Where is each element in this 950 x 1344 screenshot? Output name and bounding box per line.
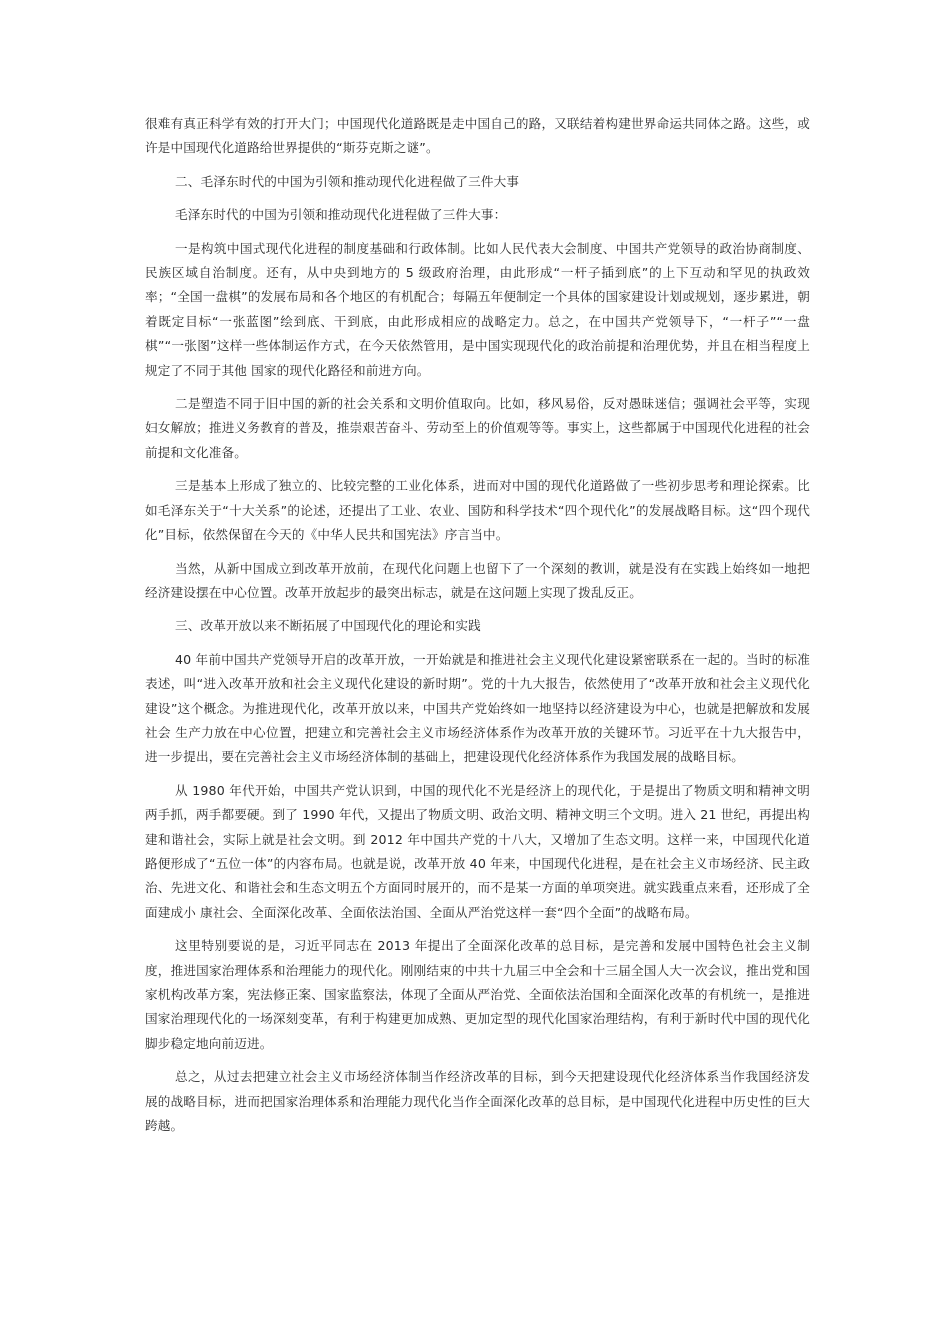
paragraph-intro-continuation: 很难有真正科学有效的打开大门；中国现代化道路既是走中国自己的路，又联结着构建世界命运共同体之路。这些，或许是中国现代化道路给世界提供的“斯芬克斯之谜”。	[145, 116, 810, 156]
document-body	[145, 112, 810, 1147]
paragraph-section-two-lead: 毛泽东时代的中国为引领和推动现代化进程做了三件大事：	[175, 207, 507, 223]
section-heading-three: 三、改革开放以来不断拓展了中国现代化的理论和实践	[175, 618, 481, 634]
paragraph-governance: 这里特别要说的是，习近平同志在 2013 年提出了全面深化改革的总目标，是完善和发展中国特色社会主义制度，推进国家治理体系和治理能力的现代化。刚刚结束的中共十九届三中全会和十三届全国人大一次会议，推出党和国家机构改革方案，宪法修正案、国家监察法，体现了全面从严治党、全面依法治国和全面深化改革的有机统一，是推进国家治理现代化的一场深刻变革，有利于构建更加成熟、更加定型的现代化国家治理结构，有利于新时代中国的现代化脚步稳定地向前迈进。	[145, 938, 810, 1051]
paragraph-first-thing: 一是构筑中国式现代化进程的制度基础和行政体制。比如人民代表大会制度、中国共产党领导的政治协商制度、 民族区域自治制度。还有，从中央到地方的 5 级政府治理，由此形成“一杆子插到底”的上下互动和罕见的执政效率；“全国一盘棋”的发展布局和各个地区的有机配合；每隔五年便制定一个具体的国家建设计划或规划，逐步累进，朝着既定目标“一张蓝图”绘到底、干到底，由此形成相应的战略定力。总之，在中国共产党领导下，“一杆子”“一盘棋”“一张图”这样一些体制运作方式，在今天依然管用，是中国实现现代化的政治前提和治理优势，并且在相当程度上规定了不同于其他 国家的现代化路径和前进方向。	[145, 240, 810, 378]
paragraph-second-thing: 二是塑造不同于旧中国的新的社会关系和文明价值取向。比如，移风易俗，反对愚昧迷信；强调社会平等，实现 妇女解放；推进义务教育的普及，推崇艰苦奋斗、劳动至上的价值观等等。事实上，这些都属于中国现代化进程的社会 前提和文化准备。	[145, 396, 810, 460]
paragraph-lesson: 当然，从新中国成立到改革开放前，在现代化问题上也留下了一个深刻的教训，就是没有在实践上始终如一地把经济建设摆在中心位置。改革开放起步的最突出标志，就是在这问题上实现了拨乱反正。	[145, 560, 810, 600]
section-heading-two: 二、毛泽东时代的中国为引领和推动现代化进程做了三件大事	[175, 173, 520, 189]
paragraph-five-in-one: 从 1980 年代开始，中国共产党认识到，中国的现代化不光是经济上的现代化，于是提出了物质文明和精神文明两手抓，两手都要硬。到了 1990 年代，又提出了物质文明、政治文明、精神文明三个文明。进入 21 世纪，再提出构建和谐社会，实际上就是社会文明。到 2012 年中国共产党的十八大，又增加了生态文明。这样一来，中国现代化道路便形成了“五位一体”的内容布局。也就是说，改革开放 40 年来，中国现代化进程，是在社会主义市场经济、民主政治、先进文化、和谐社会和生态文明五个方面同时展开的，而不是某一方面的单项突进。就实践重点来看，还形成了全面建成小 康社会、全面深化改革、全面依法治国、全面从严治党这样一套“四个全面”的战略布局。	[145, 782, 810, 920]
paragraph-reform-opening: 40 年前中国共产党领导开启的改革开放，一开始就是和推进社会主义现代化建设紧密联系在一起的。当时的标准 表述，叫“进入改革开放和社会主义现代化建设的新时期”。党的十九大报告，依然使用了“改革开放和社会主义现代化建设”这个概念。为推进现代化，改革开放以来，中国共产党始终如一地坚持以经济建设为中心，也就是把解放和发展社会 生产力放在中心位置，把建立和完善社会主义市场经济体系作为改革开放的关键环节。习近平在十九大报告中，进一步提出，要在完善社会主义市场经济体制的基础上，把建设现代化经济体系作为我国发展的战略目标。	[145, 651, 810, 765]
paragraph-third-thing: 三是基本上形成了独立的、比较完整的工业化体系，进而对中国的现代化道路做了一些初步思考和理论探索。比如毛泽东关于“十大关系”的论述，还提出了工业、农业、国防和科学技术“四个现代化”的发展战略目标。这“四个现代化”目标，依然保留在今天的《中华人民共和国宪法》序言当中。	[145, 478, 810, 543]
paragraph-conclusion: 总之，从过去把建立社会主义市场经济体制当作经济改革的目标，到今天把建设现代化经济体系当作我国经济发 展的战略目标，进而把国家治理体系和治理能力现代化当作全面深化改革的总目标，是中国现代化进程中历史性的巨大跨越。	[145, 1069, 810, 1134]
